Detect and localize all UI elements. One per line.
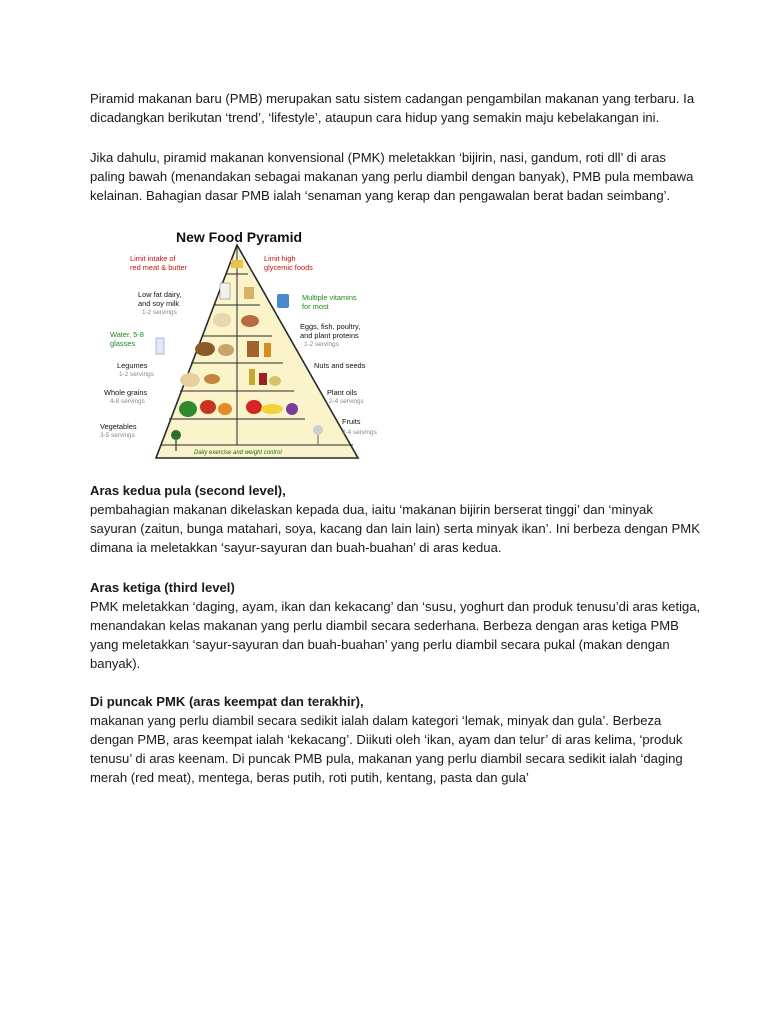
limit-glycemic-label-2: glycemic foods (264, 263, 313, 272)
food-pyramid-image (100, 223, 394, 465)
second-level-section (90, 481, 700, 557)
third-level-section (90, 578, 701, 673)
text-line: makanan yang perlu diambil secara sedikit ialah dalam kategori ‘lemak, minyak dan gula’. Berbeza (90, 713, 662, 728)
section-heading: Aras ketiga (third level) (90, 580, 235, 595)
proteins-label-2: and plant proteins (300, 331, 359, 340)
text-line: Piramid makanan baru (PMB) merupakan satu sistem cadangan pengambilan makanan yang terbaru. Ia (90, 91, 695, 106)
fruits-servings: 2-4 servings (342, 429, 377, 436)
text-line: dimana ia meletakkan ‘sayur-sayuran dan buah-buahan’ di aras kedua. (90, 540, 502, 555)
whole-grains-servings: 4-8 servings (110, 398, 145, 405)
proteins-label-1: Eggs, fish, poultry, (300, 322, 361, 331)
section-heading: Di puncak PMK (aras keempat dan terakhir), (90, 694, 364, 709)
text-line: PMK meletakkan ‘daging, ayam, ikan dan kekacang’ dan ‘susu, yoghurt dan produk tenusu’di aras ketiga, (90, 599, 701, 614)
dairy-label-1: Low fat dairy, (138, 290, 182, 299)
nuts-label: Nuts and seeds (314, 361, 366, 370)
vegetables-servings: 3-5 servings (100, 432, 135, 439)
dairy-label-2: and soy milk (138, 299, 180, 308)
text-line: banyak). (90, 656, 141, 671)
water-label-2: glasses (110, 339, 136, 348)
legumes-label: Legumes (117, 361, 148, 370)
text-line: paling bawah (menandakan sebagai makanan yang perlu diambil dengan banyak), PMB pula membawa (90, 169, 694, 184)
text-line: pembahagian makanan dikelaskan kepada dua, iaitu ‘makanan bijirin berserat tinggi’ dan ‘minyak (90, 502, 653, 517)
text-line: menandakan kelas makanan yang perlu diambil secara sederhana. Berbeza dengan aras ketiga PMB (90, 618, 679, 633)
top-level-section (90, 692, 690, 787)
text-line: yang meletakkan ‘sayur-sayuran dan buah-buahan’ yang perlu diambil secara pukal (makan dengan (90, 637, 670, 652)
text-line: dicadangkan berikutan ‘trend’, ‘lifestyle’, ataupun cara hidup yang semakin maju kebelakangan ini. (90, 110, 660, 125)
text-line: sayuran (zaitun, bunga matahari, soya, kacang dan lain lain) serta minyak ikan’. Ini berbeza dengan PMK (90, 521, 700, 536)
limit-red-meat-label-2: red meat & butter (130, 263, 188, 272)
proteins-servings: 1-2 servings (304, 341, 339, 348)
figure-title: New Food Pyramid (176, 229, 303, 245)
text-line: tenusu’ di aras keenam. Di puncak PMB pula, makanan yang perlu diambil secara sedikit ialah ‘daging (90, 751, 683, 766)
vegetables-label: Vegetables (100, 422, 137, 431)
vitamins-label-2: for most (302, 302, 329, 311)
limit-red-meat-label-1: Limit intake of (130, 254, 176, 263)
dairy-servings: 1-2 servings (142, 309, 177, 316)
text-line: merah (red meat), mentega, beras putih, roti putih, kentang, pasta dan gula’ (90, 770, 529, 785)
vitamins-label-1: Multiple vitamins (302, 293, 357, 302)
section-heading: Aras kedua pula (second level), (90, 483, 286, 498)
legumes-servings: 1-2 servings (119, 371, 154, 378)
pmk-paragraph (90, 148, 694, 205)
intro-paragraph (90, 89, 695, 127)
plant-oils-label: Plant oils (327, 388, 357, 397)
plant-oils-servings: 2-4 servings (329, 398, 364, 405)
limit-glycemic-label-1: Limit high (264, 254, 296, 263)
food-pyramid-figure (100, 223, 394, 465)
water-label-1: Water, 5-8 (110, 330, 144, 339)
base-exercise-label: Daily exercise and weight control (194, 450, 282, 456)
text-line: dengan PMB, aras keempat ialah ‘kekacang’. Diikuti oleh ‘ikan, ayam dan telur’ di aras kelima, ‘produk (90, 732, 683, 747)
text-line: kelainan. Bahagian dasar PMB ialah ‘senaman yang kerap dan pengawalan berat badan seimbang’. (90, 188, 671, 203)
text-line: Jika dahulu, piramid makanan konvensional (PMK) meletakkan ‘bijirin, nasi, gandum, roti dll’ di aras (90, 150, 666, 165)
whole-grains-label: Whole grains (104, 388, 148, 397)
fruits-label: Fruits (342, 417, 361, 426)
